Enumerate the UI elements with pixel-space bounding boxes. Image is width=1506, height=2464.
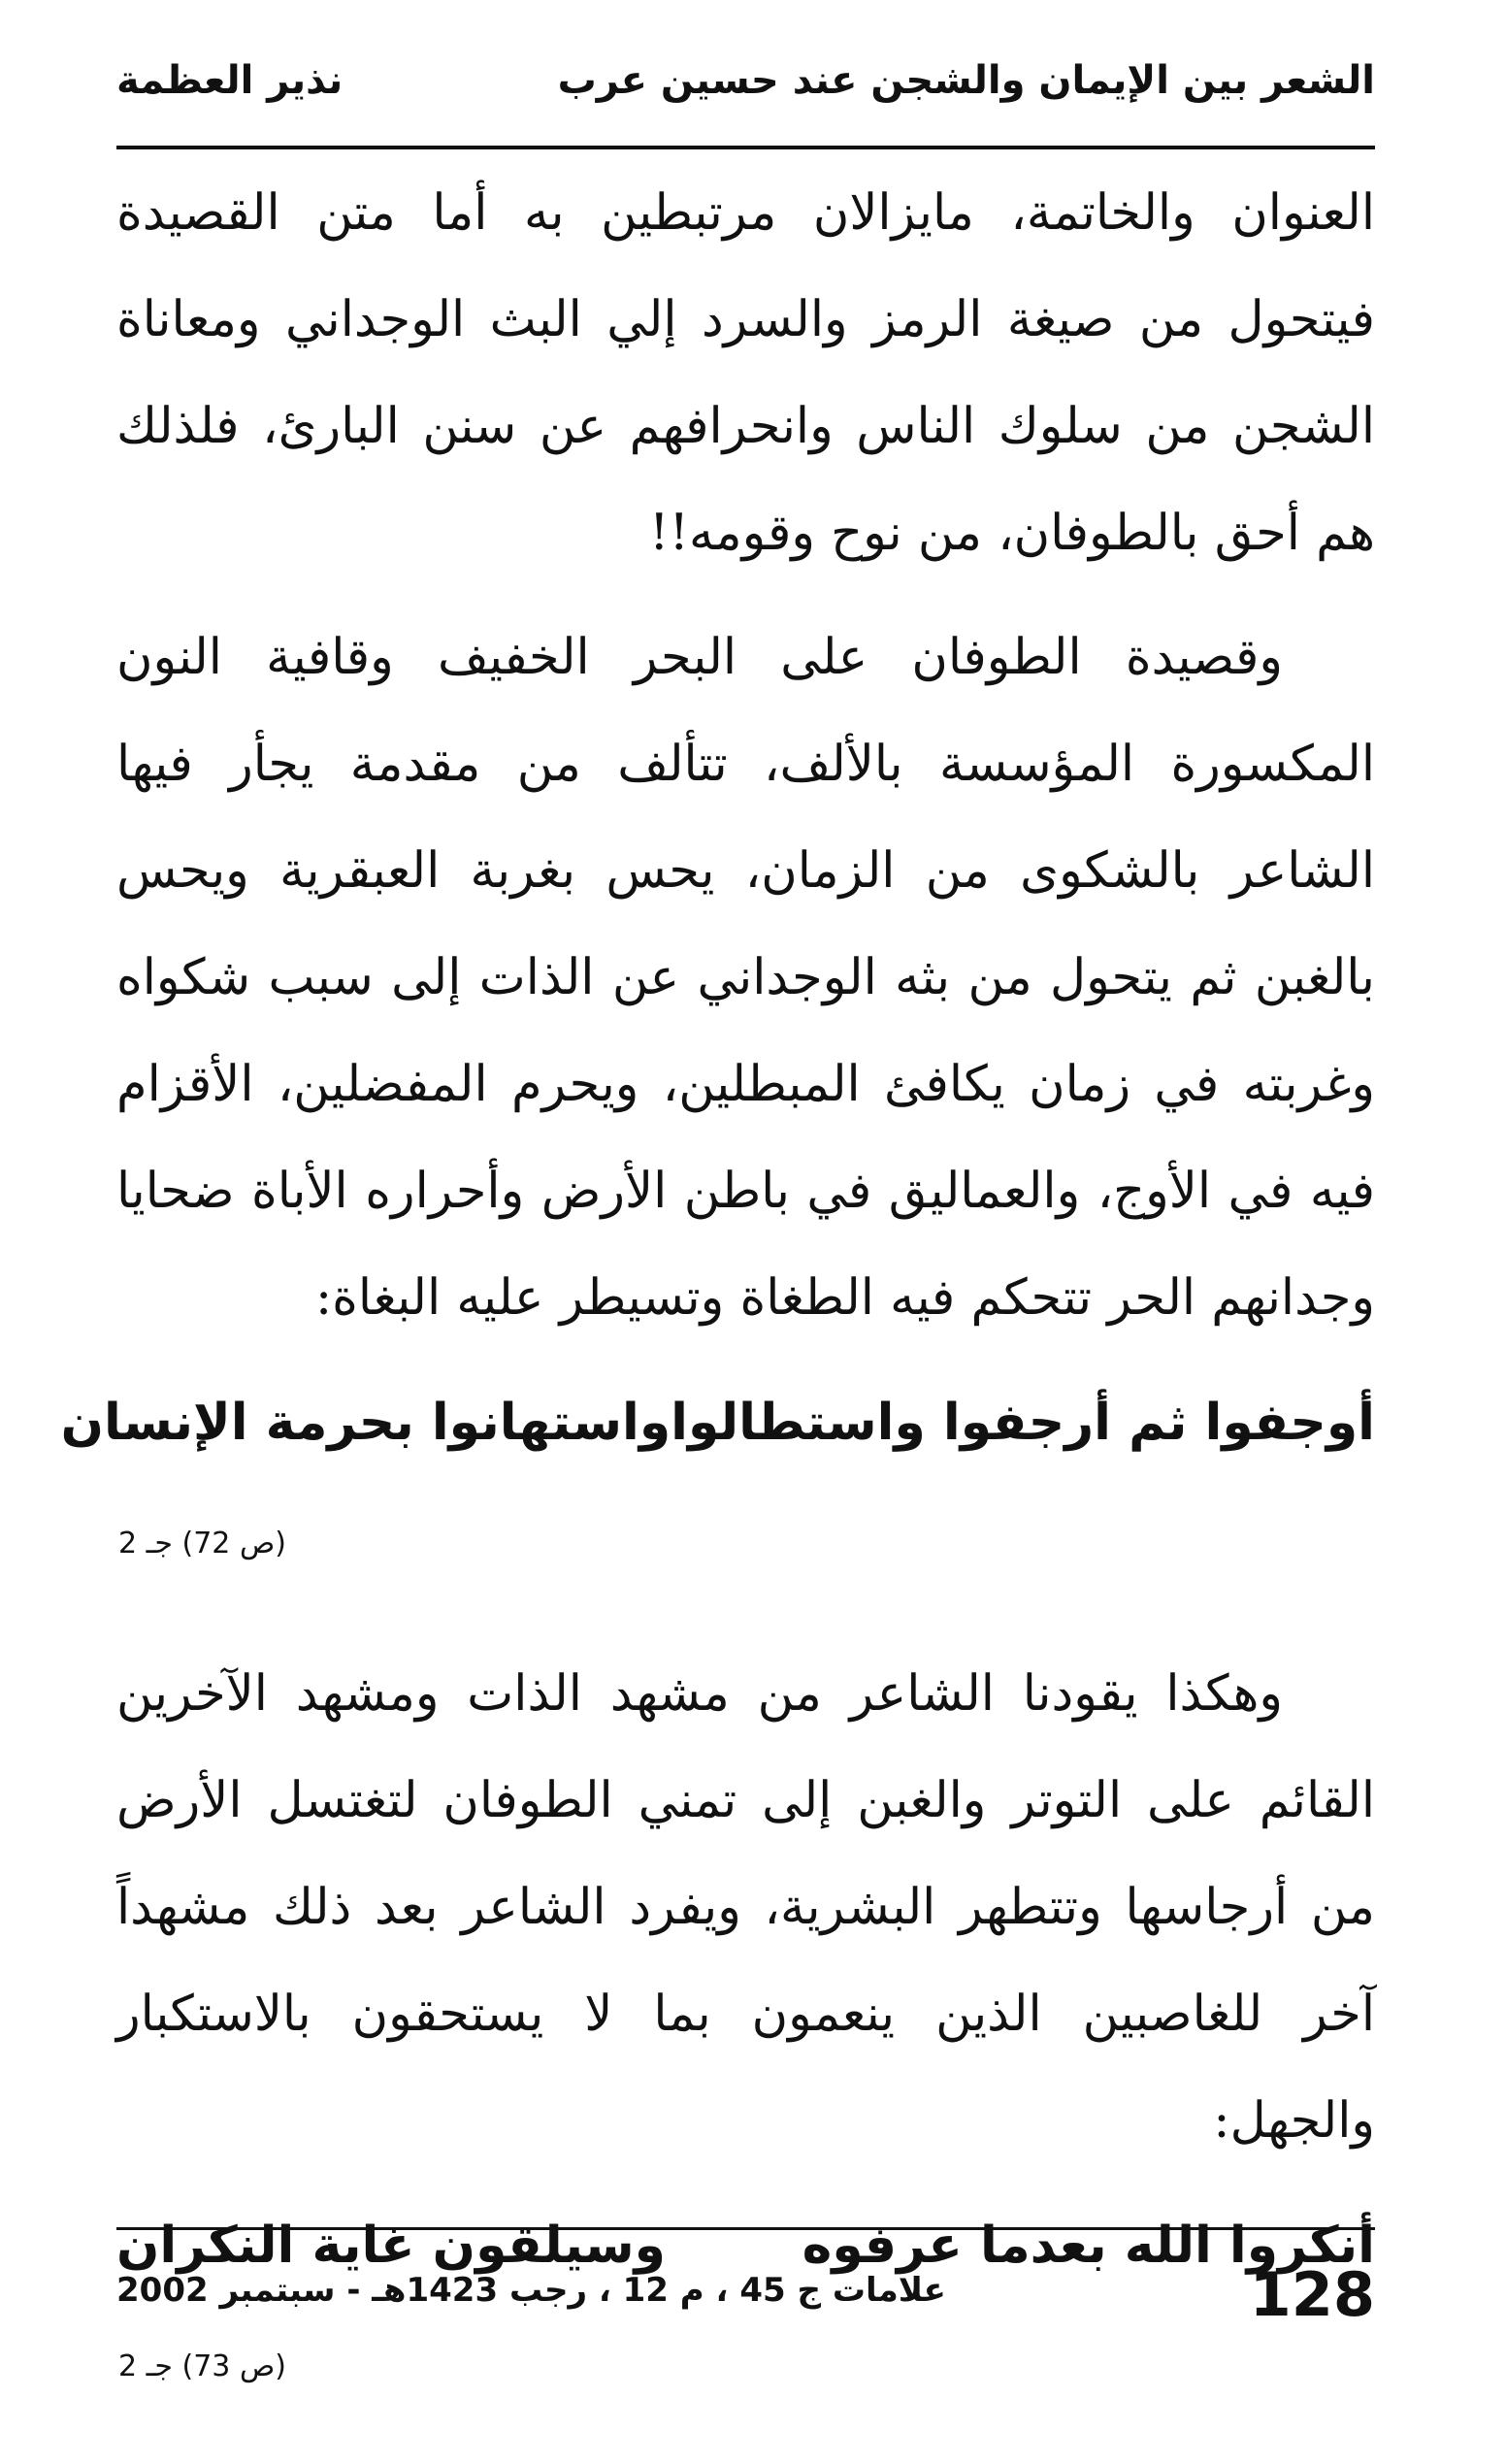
verse-1-second-hemistich: واستهانوا بحرمة الإنسان: [60, 1394, 671, 1452]
verse-2-citation: (ص 73) جـ 2: [118, 2349, 286, 2383]
page-footer: [116, 2251, 1375, 2339]
running-title: الشعر بين الإيمان والشجن عند حسين عرب: [557, 58, 1375, 103]
verse-1-first-hemistich: أوجفوا ثم أرجفوا واستطالوا: [671, 1394, 1375, 1452]
running-author: نذير العظمة: [116, 58, 344, 103]
verse-line-1: [60, 1379, 1375, 1466]
footer-divider: [116, 2227, 1375, 2230]
page-number: 128: [1249, 2259, 1375, 2330]
journal-info: علامات ج 45 ، م 12 ، رجب 1423هـ - سبتمبر 2002: [116, 2271, 946, 2310]
paragraph-1: العنوان والخاتمة، مايزالان مرتبطين به أما متن القصيدة فيتحول من صيغة الرمز والسرد إلي البث الوجداني ومعاناة الشجن من سلوك الناس وانحرافهم عن سنن البارئ، فلذلك هم أحق بالطوفان، من نوح وقومه!!: [116, 184, 1375, 562]
paragraph-3: وهكذا يقودنا الشاعر من مشهد الذات ومشهد الآخرين القائم على التوتر والغبن إلى تمني الطوفان لتغتسل الأرض من أرجاسها وتتطهر البشرية، ويفرد الشاعر بعد ذلك مشهداً آخر للغاصبين الذين ينعمون بما لا يستحقون بالاستكبار والجهل:: [116, 1665, 1375, 2150]
verse-1-citation: (ص 72) جـ 2: [118, 1527, 286, 1561]
verse-2-first-hemistich: أنكروا الله بعدما عرفوه: [802, 2217, 1375, 2275]
paragraph-2: وقصيدة الطوفان على البحر الخفيف وقافية النون المكسورة المؤسسة بالألف، تتألف من مقدمة يجأر فيها الشاعر بالشكوى من الزمان، يحس بغربة العبقرية ويحس بالغبن ثم يتحول من بثه الوجداني عن الذات إلى سبب شكواه وغربته في زمان يكافئ المبطلين، ويحرم المفضلين، الأقزام فيه في الأوج، والعماليق في باطن الأرض وأحراره الأباة ضحايا وجدانهم الحر تتحكم فيه الطغاة وتسيطر عليه البغاة:: [116, 629, 1376, 1327]
verse-2-second-hemistich: وسيلقون غاية النكران: [116, 2217, 667, 2275]
body-text: [60, 160, 1376, 2464]
running-header: [116, 39, 1375, 149]
